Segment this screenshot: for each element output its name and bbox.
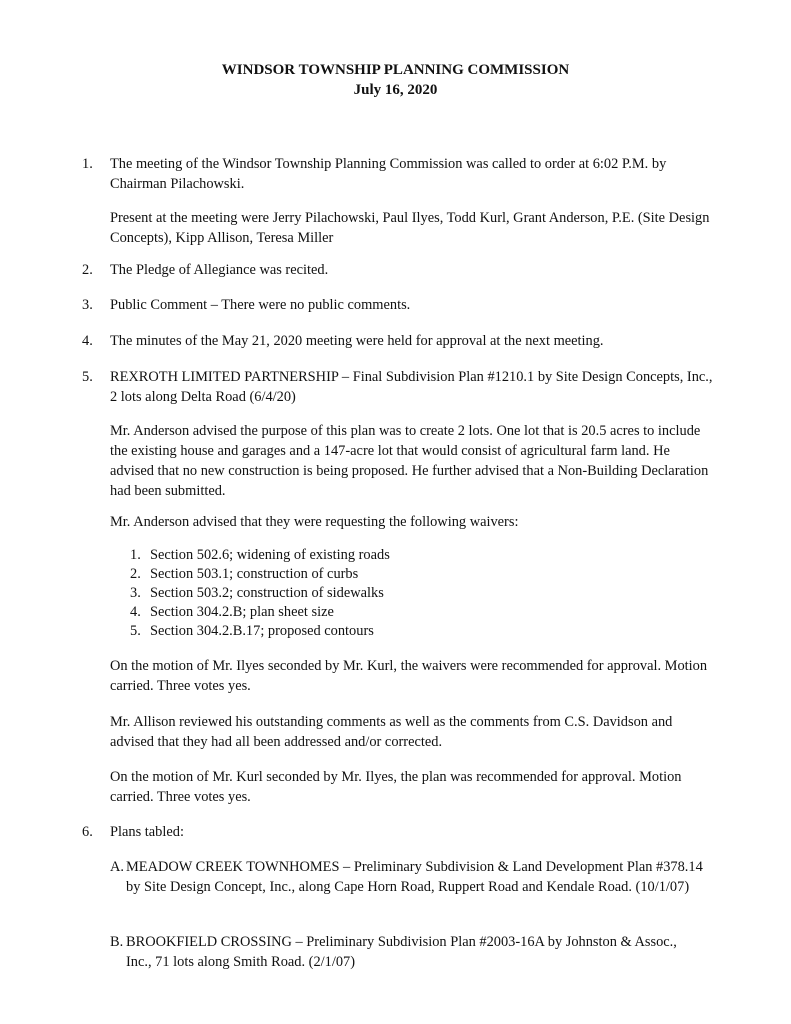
waiver-motion-paragraph: On the motion of Mr. Ilyes seconded by Mr. Kurl, the waivers were recommended for approval. Motion carried. Three votes yes. xyxy=(110,658,708,694)
minutes-page: WINDSOR TOWNSHIP PLANNING COMMISSION July 16, 2020 1. The meeting of the Windsor Township Planning Commission was called to order at 6:02 P.M. by Chairman Pilachowski. Present at the meeting were Jerry Pilachowski, Paul Ilyes, Todd Kurl, Grant Anderson, P.E. (Site Design Concepts), Kipp Allison, Teresa Miller 2. The Pledge of Allegiance was recited. 3. Public Comment – There were no public comments. 4. The minutes of the May 21, 2020 meeting were held for approval at the next meeting. 5. REXROTH LIMITED PARTNERSHIP – Final Subdivision Plan #1210.1 by Site Design Concepts, Inc., 2 lots along Delta Road (6/4/20) Mr. Anderson advised the purpose of this plan was to create 2 lots. One lot that is 20.5 acres to include the existing house and garages and a 147-acre lot that would consist of agricultural farm land. He advised that no new construction is being proposed. He further advised that a Non-Building Declaration had been submitted. Mr. Anderson advised that they were requesting the following waivers: 1. Section 502.6; widening of existing roads 2. Section 503.1; construction of curbs 3. Section 503.2; construction of sidewalks 4. Section 304.2.B; plan sheet size 5. Section 304.2.B.17; proposed contours On the motion of Mr. Ilyes seconded by Mr. Kurl, the waivers were recommended for approval. Motion carried. Three votes yes. Mr. Allison reviewed his outstanding comments as well as the comments from C.S. Davidson and advised that they had all been addressed and/or corrected. On the motion of Mr. Kurl seconded by Mr. Ilyes, the plan was recommended for approval. Motion carried. Three votes yes. 6. Plans tabled: A. MEADOW CREEK TOWNHOMES – Preliminary Subdivision & Land Development Plan #378.14 by Site Design Concept, Inc., along Cape Horn Road, Ruppert Road and Kendale Road. (10/1/07) B. BROOKFIELD CROSSING – Preliminary Subdivision Plan #2003-16A by Johnston & Assoc., Inc., 71 lots along Smith Road. (2/1/07) xyxy=(0,0,791,1024)
item-number: 4. xyxy=(82,333,93,349)
item-number: 2. xyxy=(82,262,93,278)
plan-motion-paragraph: On the motion of Mr. Kurl seconded by Mr. Ilyes, the plan was recommended for approval. Motion carried. Three votes yes. xyxy=(110,769,682,805)
item-number: 6. xyxy=(82,824,93,840)
item-text: Public Comment – There were no public comments. xyxy=(110,297,411,313)
tabled-plan-text: BROOKFIELD CROSSING – Preliminary Subdivision Plan #2003-16A by Johnston & Assoc., Inc., 71 lots along Smith Road. (2/1/07) xyxy=(126,934,677,970)
meeting-date: July 16, 2020 xyxy=(353,82,438,98)
review-paragraph: Mr. Allison reviewed his outstanding comments as well as the comments from C.S. Davidson and advised that they had all been addressed and/or corrected. xyxy=(110,714,673,750)
item-number: 5. xyxy=(82,369,93,385)
tabled-plan-b xyxy=(110,932,710,970)
tabled-plan-a xyxy=(110,857,710,895)
attendance-paragraph: Present at the meeting were Jerry Pilachowski, Paul Ilyes, Todd Kurl, Grant Anderson, P.E. (Site Design Concepts), Kipp Allison, Teresa Miller xyxy=(110,210,710,246)
item-text: Plans tabled: xyxy=(110,824,184,840)
tabled-plan-label: B. xyxy=(110,934,124,950)
item-text: The meeting of the Windsor Township Planning Commission was called to order at 6:02 P.M. by Chairman Pilachowski. xyxy=(110,156,667,192)
tabled-plan-text: MEADOW CREEK TOWNHOMES – Preliminary Subdivision & Land Development Plan #378.14 by Site Design Concept, Inc., along Cape Horn Road, Ruppert Road and Kendale Road. (10/1/07) xyxy=(126,859,703,895)
item-text: The Pledge of Allegiance was recited. xyxy=(110,262,329,278)
item-text: REXROTH LIMITED PARTNERSHIP – Final Subdivision Plan #1210.1 by Site Design Concepts, Inc., 2 lots along Delta Road (6/4/20) xyxy=(110,369,713,405)
item-number: 3. xyxy=(82,297,93,313)
item-number: 1. xyxy=(82,156,93,172)
document-title: WINDSOR TOWNSHIP PLANNING COMMISSION xyxy=(221,62,570,78)
item-text: The minutes of the May 21, 2020 meeting were held for approval at the next meeting. xyxy=(110,333,604,349)
plan-purpose-paragraph: Mr. Anderson advised the purpose of this plan was to create 2 lots. One lot that is 20.5 acres to include the existing house and garages and a 147-acre lot that would consist of agricultural farm land. He advised that no new construction is being proposed. He further advised that a Non-Building Declaration had been submitted. xyxy=(110,423,709,499)
tabled-plan-label: A. xyxy=(110,859,124,875)
waivers-intro-paragraph: Mr. Anderson advised that they were requesting the following waivers: xyxy=(110,514,519,530)
